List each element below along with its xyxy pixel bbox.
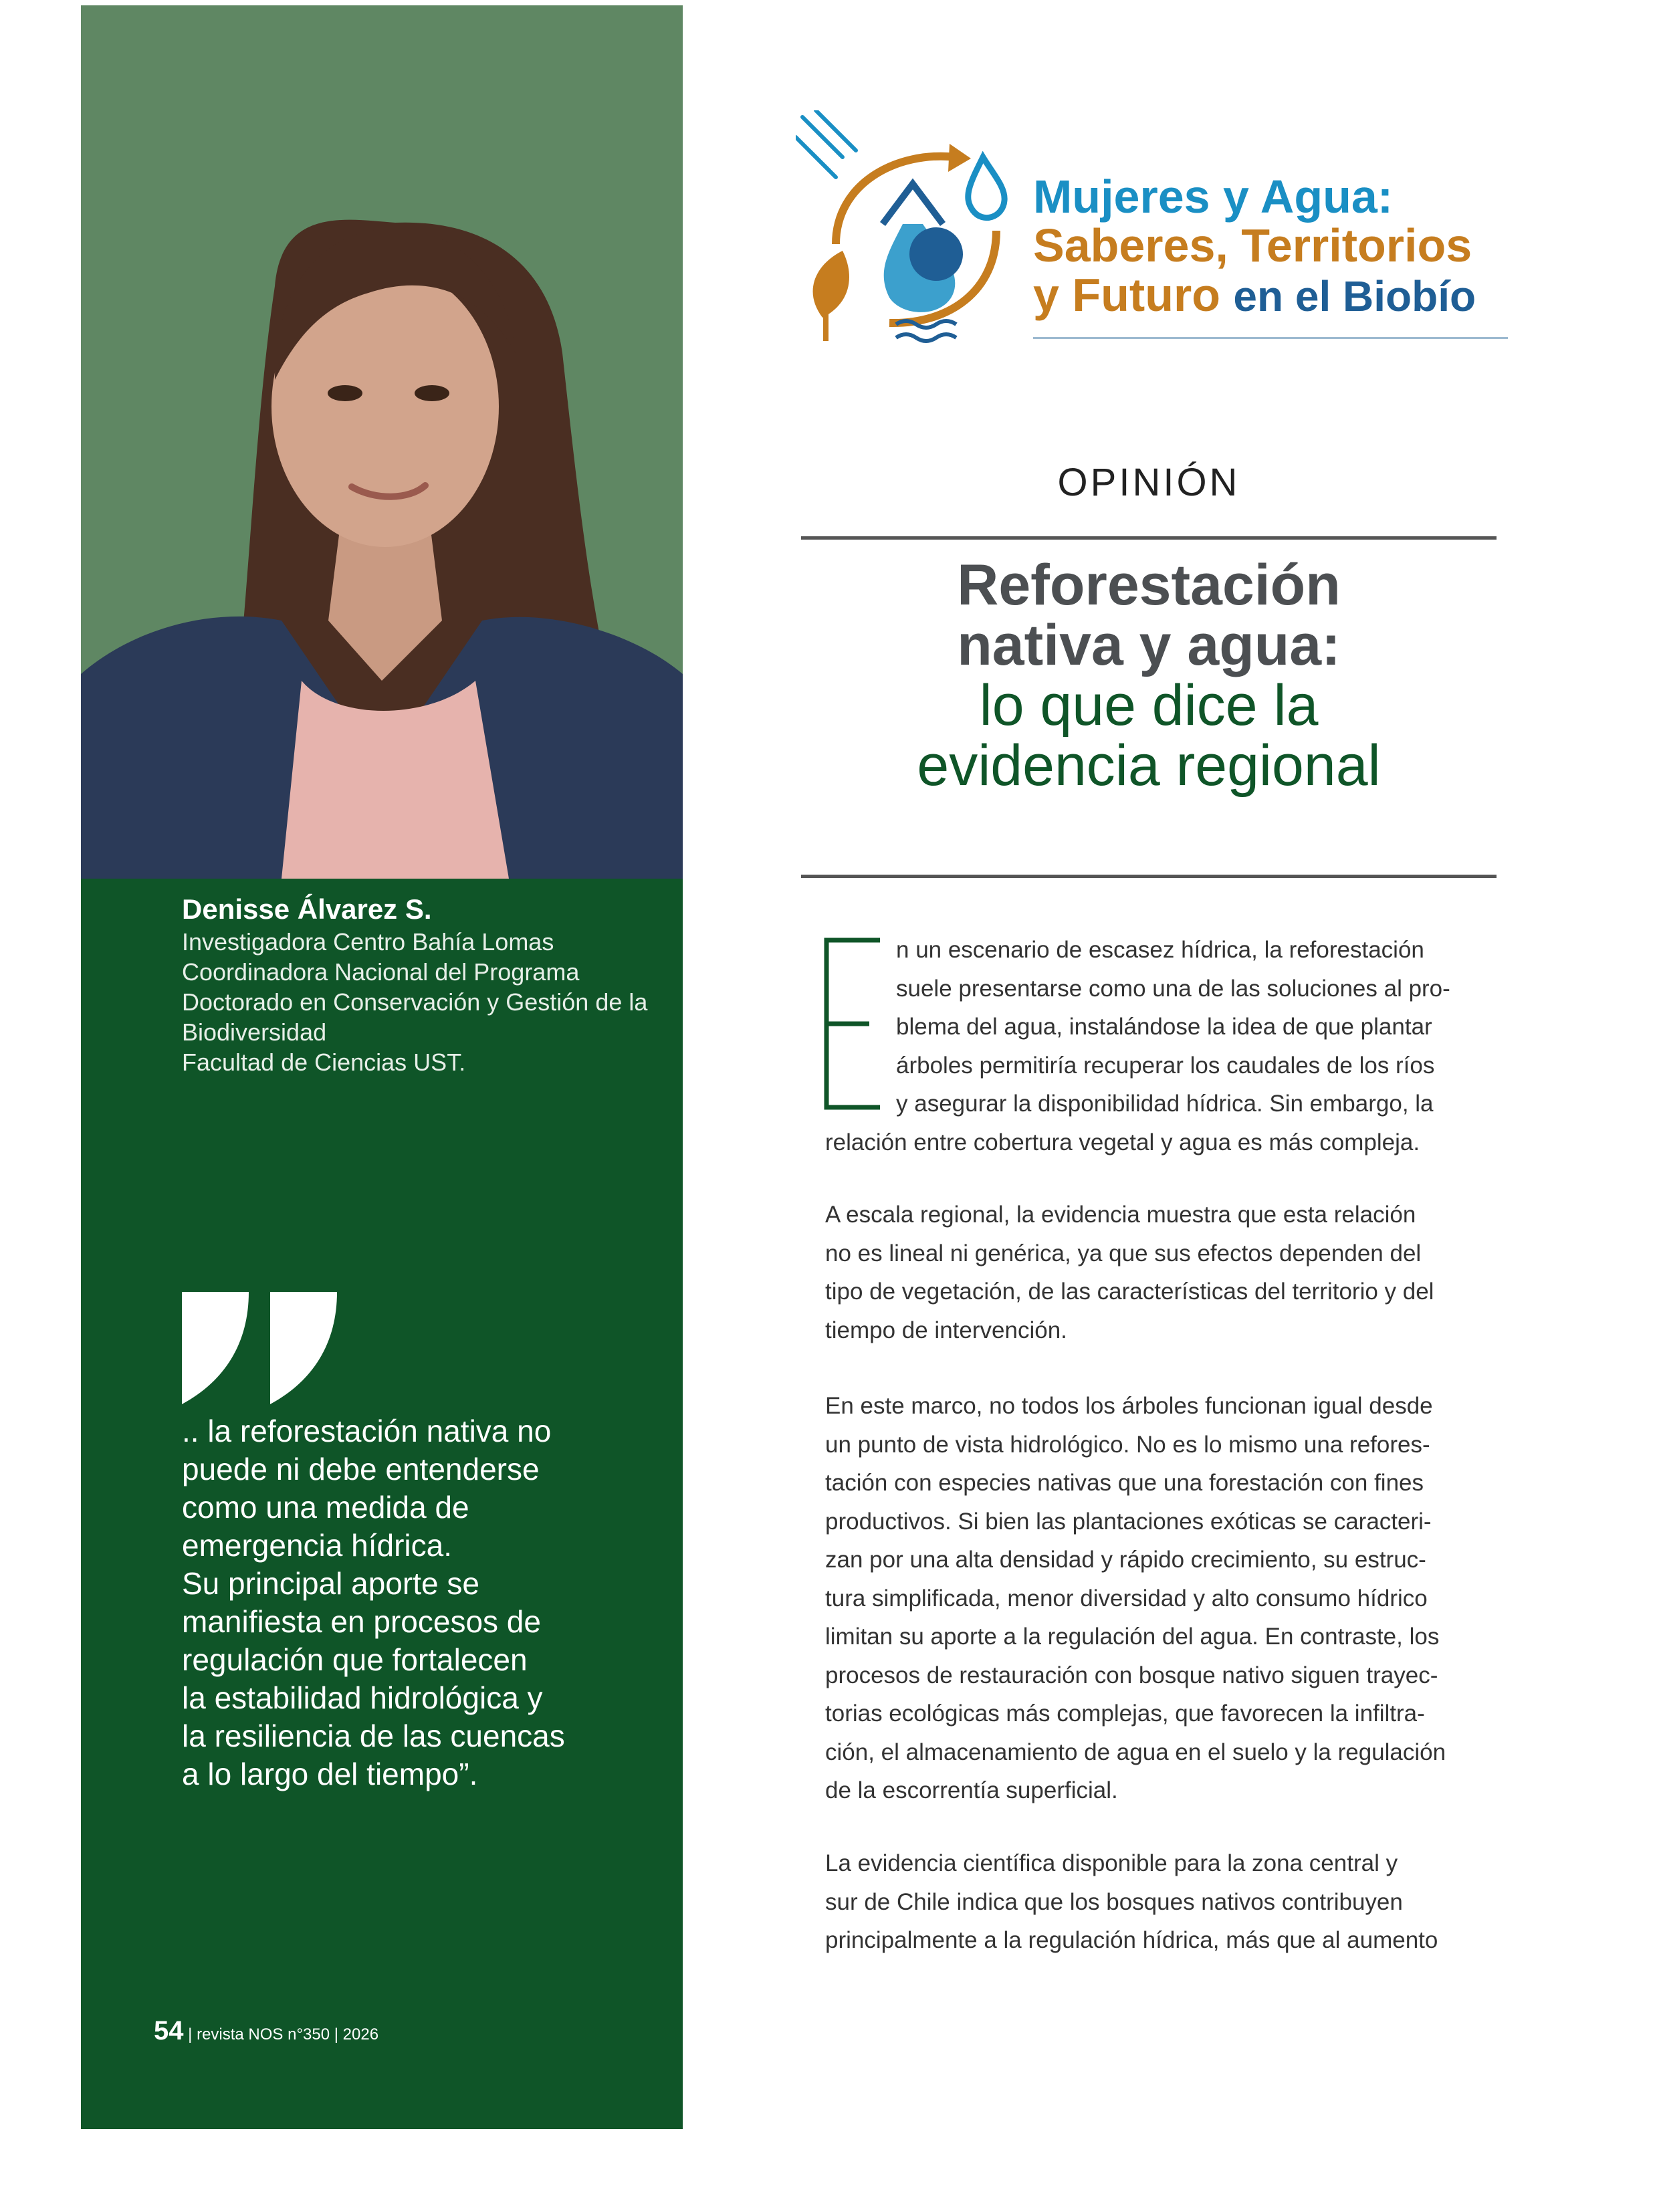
- pull-quote-line: emergencia hídrica.: [182, 1528, 452, 1563]
- pull-quote-line: .. la reforestación nativa no: [182, 1414, 552, 1448]
- logo-line-3b: en el Biobío: [1233, 272, 1476, 320]
- section-label: OPINIÓN: [1057, 461, 1240, 504]
- paragraph-line: un punto de vista hidrológico. No es lo mismo una refores-: [825, 1431, 1430, 1458]
- pull-quote-line: la resiliencia de las cuencas: [182, 1719, 565, 1753]
- logo-line-1: Mujeres y Agua:: [1033, 171, 1394, 223]
- water-women-logo-icon: [796, 110, 1036, 364]
- paragraph-line: tiempo de intervención.: [825, 1317, 1067, 1343]
- title-line-2: nativa y agua:: [957, 613, 1341, 677]
- paragraph-line: tación con especies nativas que una forestación con fines: [825, 1470, 1424, 1496]
- paragraph-line: de la escorrentía superficial.: [825, 1777, 1118, 1803]
- paragraph-line: La evidencia científica disponible para la zona central y: [825, 1850, 1398, 1876]
- paragraph-line: n un escenario de escasez hídrica, la reforestación: [896, 937, 1424, 963]
- paragraph-line: árboles permitiría recuperar los caudales de los ríos: [896, 1052, 1435, 1079]
- page-folio: [154, 2016, 378, 2046]
- paragraph-line: sur de Chile indica que los bosques nativos contribuyen: [825, 1888, 1403, 1915]
- paragraph-4: [825, 1844, 1494, 1960]
- paragraph-line: torias ecológicas más complejas, que favorecen la infiltra-: [825, 1700, 1425, 1727]
- author-photo: [81, 5, 683, 879]
- title-line-4: evidencia regional: [917, 734, 1381, 798]
- paragraph-line: procesos de restauración con bosque nativo siguen trayec-: [825, 1662, 1438, 1688]
- quote-marks-icon: [182, 1292, 349, 1409]
- author-role-line: Doctorado en Conservación y Gestión de la: [182, 988, 648, 1016]
- paragraph-3: [825, 1387, 1494, 1810]
- author-role-line: Biodiversidad: [182, 1018, 327, 1046]
- author-role-line: Facultad de Ciencias UST.: [182, 1048, 466, 1076]
- divider-bottom: [801, 875, 1497, 878]
- paragraph-1: [825, 931, 1494, 1162]
- title-line-3: lo que dice la: [979, 673, 1319, 738]
- pull-quote-line: manifiesta en procesos de: [182, 1604, 541, 1639]
- paragraph-line: limitan su aporte a la regulación del agua. En contraste, los: [825, 1624, 1440, 1650]
- author-role-line: Coordinadora Nacional del Programa: [182, 958, 580, 986]
- divider-top: [801, 536, 1497, 540]
- paragraph-line: principalmente a la regulación hídrica, más que al aumento: [825, 1927, 1438, 1953]
- logo-line-3a: y Futuro: [1033, 269, 1220, 321]
- portrait-illustration: [81, 5, 683, 879]
- paragraph-line: tura simplificada, menor diversidad y alto consumo hídrico: [825, 1585, 1428, 1612]
- paragraph-line: productivos. Si bien las plantaciones exóticas se caracteri-: [825, 1508, 1432, 1535]
- logo-underline: [1033, 337, 1508, 339]
- paragraph-line: A escala regional, la evidencia muestra que esta relación: [825, 1202, 1416, 1228]
- article-title: [801, 555, 1497, 796]
- pull-quote-line: a lo largo del tiempo”.: [182, 1757, 478, 1791]
- author-affiliation: [182, 927, 677, 1077]
- paragraph-line: ción, el almacenamiento de agua en el suelo y la regulación: [825, 1739, 1446, 1765]
- paragraph-line: no es lineal ni genérica, ya que sus efectos dependen del: [825, 1240, 1422, 1266]
- paragraph-line: En este marco, no todos los árboles funcionan igual desde: [825, 1393, 1433, 1419]
- paragraph-line: tipo de vegetación, de las características del territorio y del: [825, 1279, 1434, 1305]
- paragraph-2: [825, 1196, 1494, 1349]
- paragraph-line: suele presentarse como una de las soluciones al pro-: [896, 975, 1450, 1002]
- pull-quote-line: regulación que fortalecen: [182, 1642, 528, 1677]
- paragraph-line: y asegurar la disponibilidad hídrica. Sin embargo, la: [896, 1091, 1434, 1117]
- paragraph-line: blema del agua, instalándose la idea de que plantar: [896, 1014, 1432, 1040]
- pull-quote-line: Su principal aporte se: [182, 1566, 479, 1601]
- title-line-1: Reforestación: [957, 553, 1341, 617]
- paragraph-line: relación entre cobertura vegetal y agua es más compleja.: [825, 1129, 1420, 1155]
- pull-quote: [182, 1412, 677, 1793]
- page-number: 54: [154, 2016, 184, 2045]
- author-role-line: Investigadora Centro Bahía Lomas: [182, 928, 554, 956]
- logo-line-2: Saberes, Territorios: [1033, 219, 1472, 271]
- logo-line-3: [1033, 270, 1476, 321]
- author-name: Denisse Álvarez S.: [182, 893, 432, 925]
- logo-wordmark: [1033, 173, 1476, 321]
- pull-quote-line: puede ni debe entenderse: [182, 1452, 540, 1486]
- pull-quote-line: la estabilidad hidrológica y: [182, 1680, 543, 1715]
- pull-quote-line: como una medida de: [182, 1490, 469, 1525]
- paragraph-line: zan por una alta densidad y rápido crecimiento, su estruc-: [825, 1547, 1426, 1573]
- publication-info: | revista NOS n°350 | 2026: [188, 2025, 379, 2043]
